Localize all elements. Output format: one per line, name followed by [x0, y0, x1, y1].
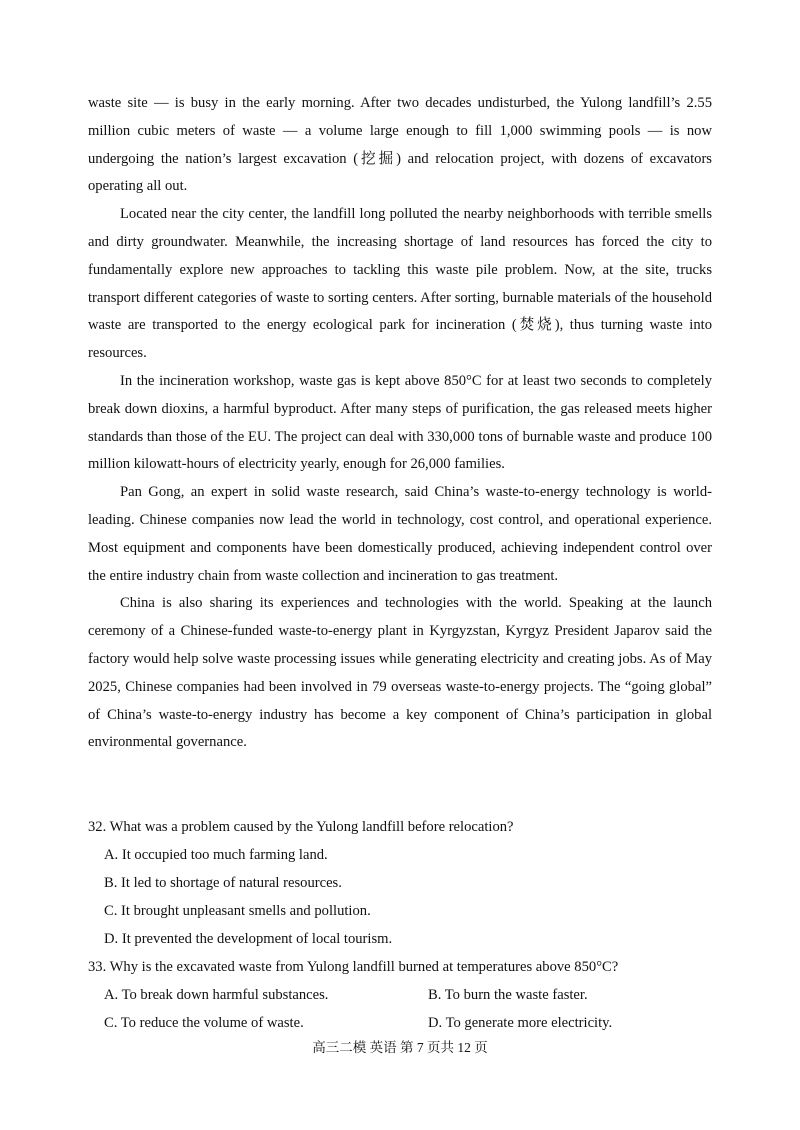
question-33-option-a: A. To break down harmful substances.	[104, 987, 329, 1003]
passage-paragraph-3: In the incineration workshop, waste gas is kept above 850°C for at least two seconds to completely break down dioxins, a harmful byproduct. After many steps of purification, the gas released meets higher standards than those of the EU. The project can deal with 330,000 tons of burnable waste and produce 100 million kilowatt-hours of electricity yearly, enough for 26,000 families.	[88, 372, 712, 473]
question-32-option-d: D. It prevented the development of local tourism.	[104, 931, 393, 947]
reading-passage	[88, 90, 712, 757]
question-32-option-b: B. It led to shortage of natural resources.	[104, 875, 342, 891]
page-footer: 高三二模 英语 第 7 页共 12 页	[312, 1040, 488, 1055]
question-33-option-d: D. To generate more electricity.	[428, 1015, 613, 1031]
passage-paragraph-5: China is also sharing its experiences and technologies with the world. Speaking at the launch ceremony of a Chinese-funded waste-to-energy plant in Kyrgyzstan, Kyrgyz President Japarov said the factory would help solve waste processing issues while generating electricity and creating jobs. As of May 2025, Chinese companies had been involved in 79 overseas waste-to-energy projects. The “going global” of China’s waste-to-energy industry has become a key component of China’s participation in global environmental governance.	[88, 595, 712, 751]
question-32-option-c: C. It brought unpleasant smells and pollution.	[104, 903, 371, 919]
passage-paragraph-1: waste site — is busy in the early morning. After two decades undisturbed, the Yulong landfill’s 2.55 million cubic meters of waste — a volume large enough to fill 1,000 swimming pools — is now undergoing the nation’s largest excavation (挖掘) and relocation project, with dozens of excavators operating all out.	[88, 95, 712, 195]
passage-paragraph-2: Located near the city center, the landfill long polluted the nearby neighborhoods with terrible smells and dirty groundwater. Meanwhile, the increasing shortage of land resources has forced the city to fundamentally explore new approaches to tackling this waste pile problem. Now, at the site, trucks transport different categories of waste to sorting centers. After sorting, burnable materials of the household waste are transported to the energy ecological park for incineration (焚烧), thus turning waste into resources.	[88, 206, 712, 362]
question-33-option-b: B. To burn the waste faster.	[428, 987, 588, 1003]
question-33-stem: 33. Why is the excavated waste from Yulong landfill burned at temperatures above 850°C?	[88, 959, 619, 975]
question-33-option-c: C. To reduce the volume of waste.	[104, 1015, 304, 1031]
question-32-option-a: A. It occupied too much farming land.	[104, 847, 328, 863]
question-32-stem: 32. What was a problem caused by the Yulong landfill before relocation?	[88, 819, 514, 835]
passage-paragraph-4: Pan Gong, an expert in solid waste research, said China’s waste-to-energy technology is world-leading. Chinese companies now lead the world in technology, cost control, and operational experience. Most equipment and components have been domestically produced, achieving independent control over the entire industry chain from waste collection and incineration to gas treatment.	[88, 484, 712, 584]
